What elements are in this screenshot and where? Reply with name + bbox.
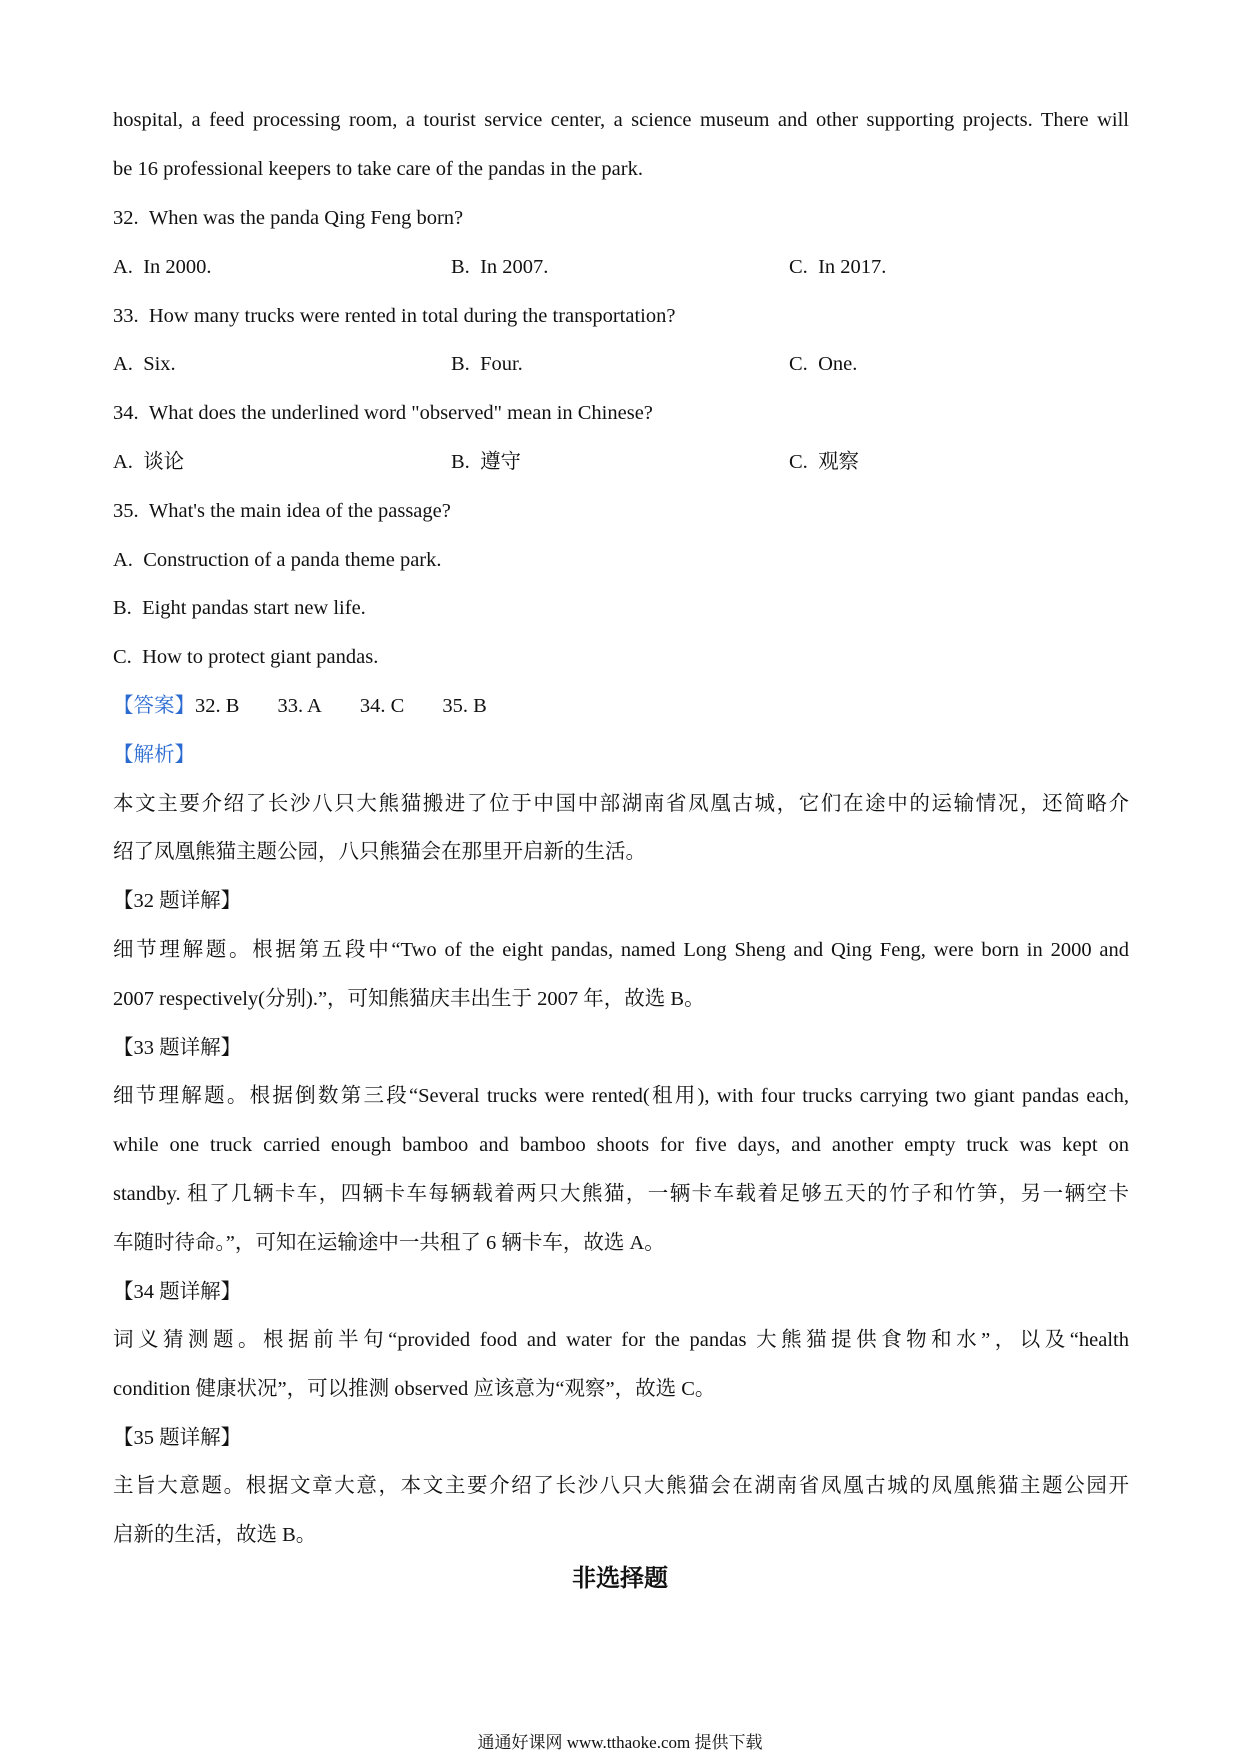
option-35-a: A. Construction of a panda theme park.: [113, 549, 442, 571]
passage-line: be 16 professional keepers to take care of the pandas in the park.: [113, 158, 643, 180]
detail-33-line: 车随时待命。”，可知在运输途中一共租了 6 辆卡车，故选 A。: [113, 1232, 665, 1254]
question-number: 35.: [113, 500, 139, 522]
option-34-c: C. 观察: [789, 451, 860, 473]
analysis-label: 【解析】: [113, 744, 195, 766]
detail-34-line: 词义猜测题。根据前半句“provided food and water for the pandas 大熊猫提供食物和水”，以及“health: [113, 1329, 1129, 1351]
detail-33-title: 【33 题详解】: [113, 1037, 242, 1059]
question-text: How many trucks were rented in total during the transportation?: [148, 305, 676, 327]
passage-line: hospital, a feed processing room, a tourist service center, a science museum and other supporting projects. There will: [113, 109, 1129, 131]
option-35-b: B. Eight pandas start new life.: [113, 597, 366, 619]
detail-33-line: while one truck carried enough bamboo and bamboo shoots for five days, and another empty truck was kept on: [113, 1134, 1129, 1156]
detail-32-title: 【32 题详解】: [113, 890, 242, 912]
detail-33-line: standby. 租了几辆卡车，四辆卡车每辆载着两只大熊猫，一辆卡车载着足够五天的竹子和竹笋，另一辆空卡: [113, 1183, 1129, 1205]
question-number: 32.: [113, 207, 139, 229]
detail-33-line: 细节理解题。根据倒数第三段“Several trucks were rented(租用), with four trucks carrying two giant pandas each,: [113, 1085, 1129, 1107]
detail-35-line: 主旨大意题。根据文章大意，本文主要介绍了长沙八只大熊猫会在湖南省凤凰古城的凤凰熊猫主题公园开: [113, 1475, 1129, 1497]
answer-item: 33. A: [277, 695, 322, 717]
analysis-line: 本文主要介绍了长沙八只大熊猫搬进了位于中国中部湖南省凤凰古城，它们在途中的运输情况，还简略介: [113, 793, 1129, 815]
answer-label: 【答案】: [113, 695, 195, 717]
answer-line: [113, 692, 1129, 720]
answer-item: 34. C: [359, 695, 405, 717]
question-35: [113, 497, 1129, 525]
analysis-line: 绍了凤凰熊猫主题公园，八只熊猫会在那里开启新的生活。: [113, 841, 646, 863]
question-33: [113, 302, 1129, 330]
option-32-a: A. In 2000.: [113, 256, 212, 278]
answer-item: 32. B: [195, 695, 240, 717]
question-text: What's the main idea of the passage?: [148, 500, 451, 522]
option-33-c: C. One.: [789, 353, 858, 375]
question-text: What does the underlined word "observed" mean in Chinese?: [148, 402, 653, 424]
page-footer: 通通好课网 www.tthaoke.com 提供下载: [477, 1733, 763, 1752]
question-number: 33.: [113, 305, 139, 327]
detail-32-line: 2007 respectively(分别).”，可知熊猫庆丰出生于 2007 年，故选 B。: [113, 988, 705, 1010]
question-number: 34.: [113, 402, 139, 424]
question-text: When was the panda Qing Feng born?: [148, 207, 464, 229]
option-33-b: B. Four.: [451, 353, 523, 375]
option-32-b: B. In 2007.: [451, 256, 549, 278]
detail-34-line: condition 健康状况”，可以推测 observed 应该意为“观察”，故选 C。: [113, 1378, 716, 1400]
option-32-c: C. In 2017.: [789, 256, 887, 278]
option-34-a: A. 谈论: [113, 451, 185, 473]
option-33-a: A. Six.: [113, 353, 176, 375]
answer-item: 35. B: [442, 695, 487, 717]
section-heading: 非选择题: [572, 1566, 668, 1592]
option-34-b: B. 遵守: [451, 451, 522, 473]
question-34: [113, 399, 1129, 427]
detail-35-title: 【35 题详解】: [113, 1427, 242, 1449]
detail-32-line: 细节理解题。根据第五段中“Two of the eight pandas, named Long Sheng and Qing Feng, were born in 2000 and: [113, 939, 1129, 961]
detail-35-line: 启新的生活，故选 B。: [113, 1524, 317, 1546]
detail-34-title: 【34 题详解】: [113, 1281, 242, 1303]
question-32: [113, 204, 1129, 232]
option-35-c: C. How to protect giant pandas.: [113, 646, 379, 668]
